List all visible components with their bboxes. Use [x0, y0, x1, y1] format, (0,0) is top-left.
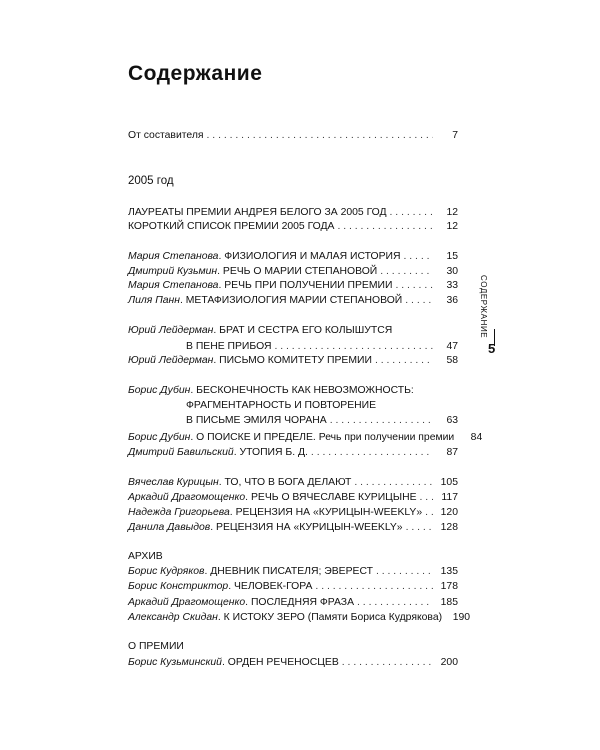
entry-page: 87 [446, 447, 458, 458]
entry-title: О ПОИСКЕ И ПРЕДЕЛЕ. [196, 432, 316, 443]
entry-note: (Памяти Бориса Кудрякова) [307, 612, 443, 623]
entry-author: Юрий Лейдерман [128, 325, 214, 336]
toc-entry[interactable]: Борис Кудряков. ДНЕВНИК ПИСАТЕЛЯ; ЭВЕРЕСТ . . . 135 [128, 565, 458, 578]
entry-title: РЕЧЬ О МАРИИ СТЕПАНОВОЙ [222, 266, 378, 277]
toc-entry[interactable]: Мария Степанова. РЕЧЬ ПРИ ПОЛУЧЕНИИ ПРЕМИИ . . . 33 [128, 279, 458, 292]
toc-entry[interactable]: Борис Кузьминский. ОРДЕН РЕЧЕНОСЦЕВ . . . 200 [128, 656, 458, 669]
entry-title: ПИСЬМО КОМИТЕТУ ПРЕМИИ [219, 355, 372, 366]
entry-title: РЕЦЕНЗИЯ НА «КУРИЦЫН-WEEKLY» [235, 507, 423, 518]
toc-entry[interactable]: Юрий Лейдерман. ПИСЬМО КОМИТЕТУ ПРЕМИИ . . . 58 [128, 354, 458, 367]
entry-author: Вячеслав Курицын [128, 477, 219, 488]
section-heading: АРХИВ [128, 551, 163, 562]
toc-entry[interactable] [128, 129, 458, 142]
entry-title-continuation: В ПИСЬМЕ ЭМИЛЯ ЧОРАНА [186, 415, 327, 426]
entry-page: 178 [440, 581, 458, 592]
toc-entry[interactable] [128, 206, 458, 219]
entry-author: Аркадий Драгомощенко [128, 597, 246, 608]
entry-title: РЕЧЬ О ВЯЧЕСЛАВЕ КУРИЦЫНЕ [250, 492, 417, 503]
toc-entry[interactable]: Александр Скидан. К ИСТОКУ ЗЕРО (Памяти Бориса Кудрякова) 190 [128, 612, 471, 623]
entry-title: ЛАУРЕАТЫ ПРЕМИИ АНДРЕЯ БЕЛОГО ЗА 2005 ГОД [128, 207, 387, 218]
entry-page: 12 [446, 207, 458, 218]
entry-author: Дмитрий Бавильский [128, 447, 234, 458]
entry-author: Борис Дубин [128, 432, 191, 443]
toc-entry[interactable]: Мария Степанова. ФИЗИОЛОГИЯ И МАЛАЯ ИСТОРИЯ . . . 15 [128, 250, 458, 263]
entry-author: Борис Дубин [128, 385, 191, 396]
section-heading: 2005 год [128, 175, 174, 187]
toc-entry[interactable]: Данила Давыдов. РЕЦЕНЗИЯ НА «КУРИЦЫН-WEEKLY» . . . 128 [128, 521, 458, 534]
entry-author: Борис Кузьминский [128, 657, 222, 668]
entry-page: 63 [446, 415, 458, 426]
entry-author: Александр Скидан [128, 612, 218, 623]
entry-author: Борис Кудряков [128, 566, 205, 577]
entry-author: Мария Степанова [128, 280, 219, 291]
entry-title: БРАТ И СЕСТРА ЕГО КОЛЫШУТСЯ [219, 325, 393, 336]
entry-page: 7 [452, 130, 458, 141]
entry-note: Речь при получении премии [318, 432, 455, 443]
entry-author: Дмитрий Кузьмин [128, 266, 218, 277]
entry-title-continuation: В ПЕНЕ ПРИБОЯ [186, 341, 272, 352]
entry-title: ФИЗИОЛОГИЯ И МАЛАЯ ИСТОРИЯ [224, 251, 401, 262]
entry-page: 30 [446, 266, 458, 277]
entry-page: 15 [446, 251, 458, 262]
toc-entry[interactable]: Аркадий Драгомощенко. ПОСЛЕДНЯЯ ФРАЗА . . . 185 [128, 596, 458, 609]
toc-entry[interactable]: Аркадий Драгомощенко. РЕЧЬ О ВЯЧЕСЛАВЕ КУРИЦЫНЕ . . . 117 [128, 491, 458, 504]
toc-entry[interactable]: Борис Дубин. БЕСКОНЕЧНОСТЬ КАК НЕВОЗМОЖНОСТЬ: ФРАГМЕНТАРНОСТЬ И ПОВТОРЕНИЕ В ПИСЬМЕ ЭМИЛЯ ЧОРАНА . . . 63 [128, 384, 458, 427]
toc-entry[interactable]: Надежда Григорьева. РЕЦЕНЗИЯ НА «КУРИЦЫН-WEEKLY» . . . 120 [128, 506, 458, 519]
page-title: Содержание [128, 62, 263, 85]
entry-title: ТО, ЧТО В БОГА ДЕЛАЮТ [224, 477, 352, 488]
entry-page: 117 [441, 492, 458, 503]
toc-entry[interactable]: Вячеслав Курицын. ТО, ЧТО В БОГА ДЕЛАЮТ . . . 105 [128, 476, 458, 489]
toc-entry[interactable]: Борис Дубин. О ПОИСКЕ И ПРЕДЕЛЕ. Речь при получении премии 84 [128, 432, 483, 443]
entry-page: 105 [440, 477, 458, 488]
entry-title: ЧЕЛОВЕК-ГОРА [234, 581, 313, 592]
entry-author: Лиля Панн [128, 295, 180, 306]
entry-title: КОРОТКИЙ СПИСОК ПРЕМИИ 2005 ГОДА [128, 221, 335, 232]
entry-page: 200 [440, 657, 458, 668]
entry-title: ПОСЛЕДНЯЯ ФРАЗА [250, 597, 355, 608]
entry-author: Юрий Лейдерман [128, 355, 214, 366]
entry-title-continuation: ФРАГМЕНТАРНОСТЬ И ПОВТОРЕНИЕ [186, 400, 377, 411]
entry-page: 12 [446, 221, 458, 232]
entry-author: Борис Констриктор [128, 581, 229, 592]
entry-title: УТОПИЯ Б. Д. [239, 447, 308, 458]
entry-page: 120 [440, 507, 458, 518]
entry-page: 36 [446, 295, 458, 306]
entry-author: Надежда Григорьева [128, 507, 230, 518]
entry-author: Аркадий Драгомощенко [128, 492, 246, 503]
entry-title: К ИСТОКУ ЗЕРО [223, 612, 305, 623]
toc-entry[interactable] [128, 220, 458, 233]
entry-page: 128 [440, 522, 458, 533]
section-heading: О ПРЕМИИ [128, 641, 184, 652]
toc-entry[interactable]: Борис Констриктор. ЧЕЛОВЕК-ГОРА . . . 178 [128, 580, 458, 593]
entry-page: 135 [440, 566, 458, 577]
entry-title: От составителя [128, 130, 204, 141]
entry-page: 58 [446, 355, 458, 366]
entry-title: МЕТАФИЗИОЛОГИЯ МАРИИ СТЕПАНОВОЙ [185, 295, 403, 306]
entry-title: РЕЧЬ ПРИ ПОЛУЧЕНИИ ПРЕМИИ [224, 280, 393, 291]
entry-page: 47 [446, 341, 458, 352]
running-head: СОДЕРЖАНИЕ [479, 275, 488, 339]
toc-entry[interactable]: Дмитрий Бавильский. УТОПИЯ Б. Д. . . . 87 [128, 446, 458, 459]
entry-page: 84 [470, 432, 483, 443]
entry-title: БЕСКОНЕЧНОСТЬ КАК НЕВОЗМОЖНОСТЬ: [196, 385, 414, 396]
toc-entry[interactable]: Юрий Лейдерман. БРАТ И СЕСТРА ЕГО КОЛЫШУТСЯ В ПЕНЕ ПРИБОЯ . . . 47 [128, 324, 458, 353]
entry-page: 33 [446, 280, 458, 291]
toc-entry[interactable]: Лиля Панн. МЕТАФИЗИОЛОГИЯ МАРИИ СТЕПАНОВОЙ . . . 36 [128, 294, 458, 307]
entry-page: 185 [440, 597, 458, 608]
entry-title: ОРДЕН РЕЧЕНОСЦЕВ [227, 657, 339, 668]
toc-entry[interactable]: Дмитрий Кузьмин. РЕЧЬ О МАРИИ СТЕПАНОВОЙ . . . 30 [128, 265, 458, 278]
page-number: 5 [488, 341, 496, 356]
entry-title: РЕЦЕНЗИЯ НА «КУРИЦЫН-WEEKLY» [216, 522, 403, 533]
entry-author: Мария Степанова [128, 251, 219, 262]
entry-title: ДНЕВНИК ПИСАТЕЛЯ; ЭВЕРЕСТ [210, 566, 373, 577]
entry-author: Данила Давыдов [128, 522, 211, 533]
entry-page: 190 [452, 612, 471, 623]
